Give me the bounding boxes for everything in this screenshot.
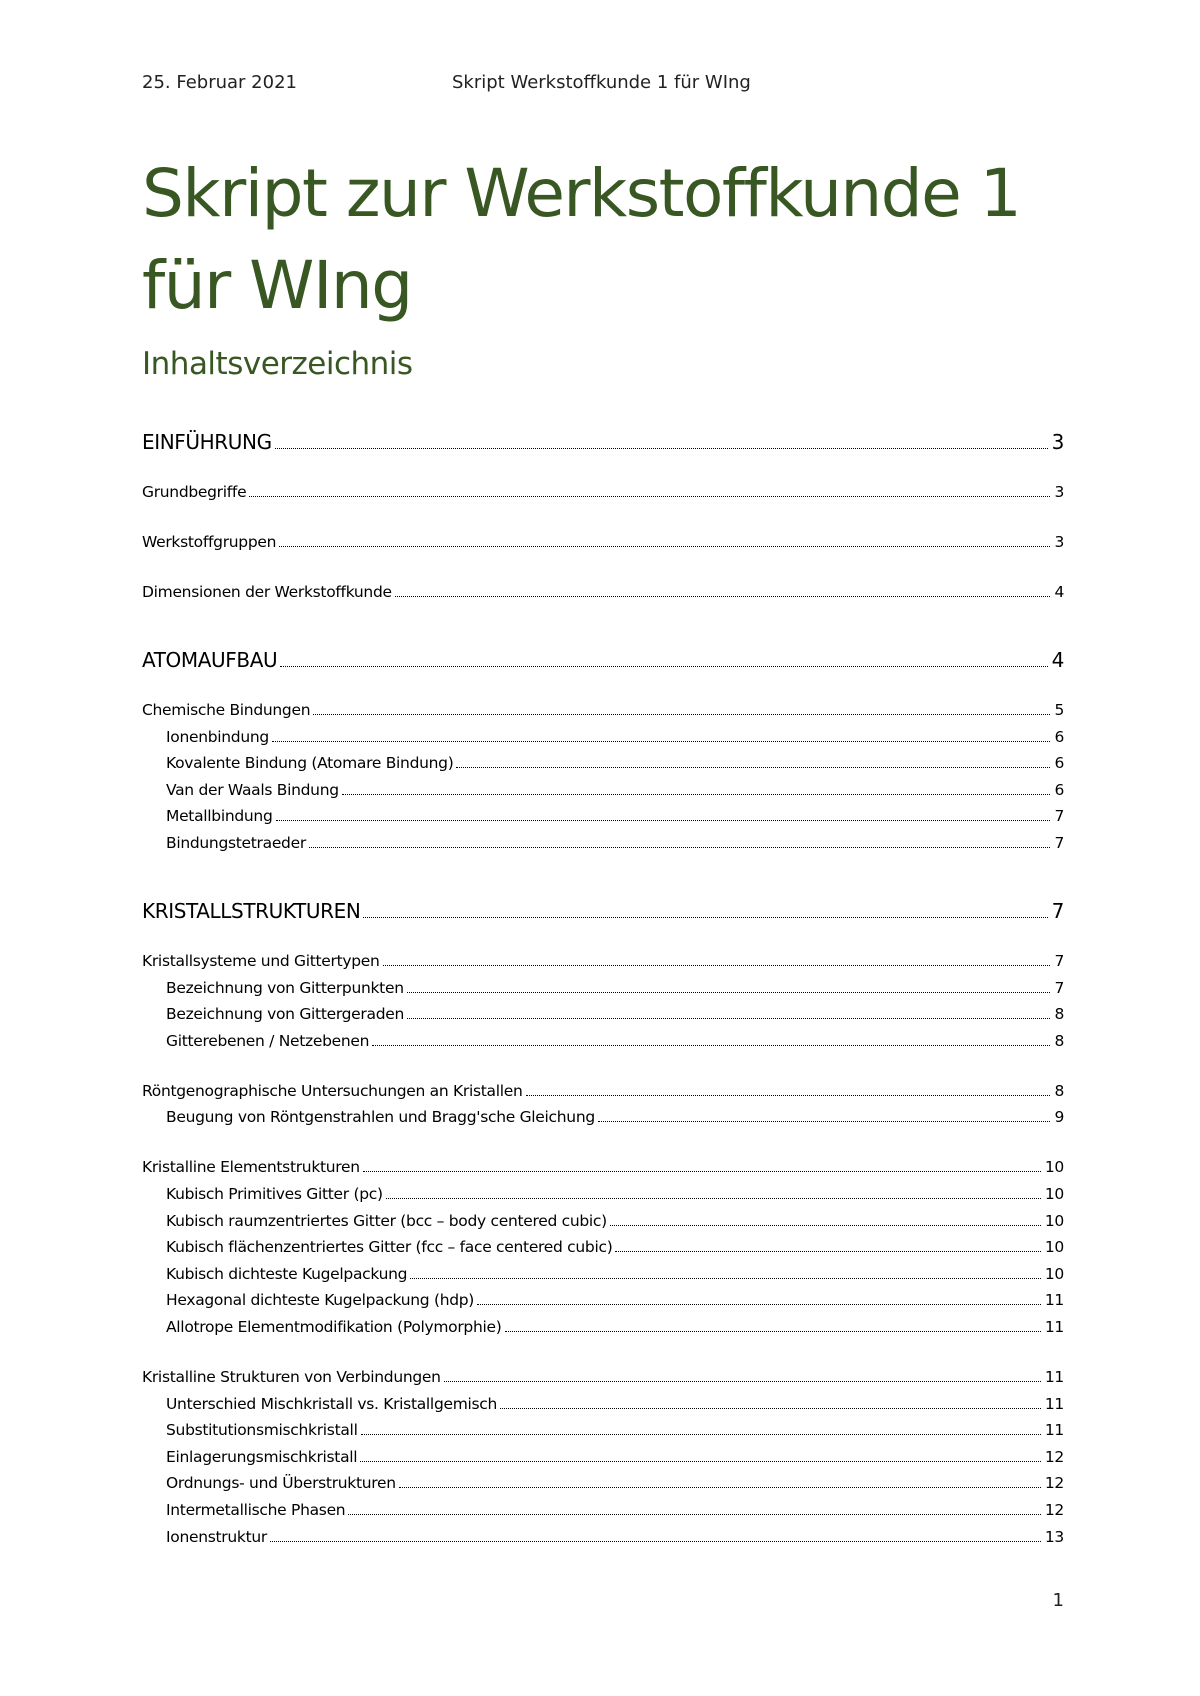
toc-entry[interactable] [166, 1419, 1064, 1441]
toc-entry-page: 7 [1051, 899, 1064, 923]
toc-entry[interactable] [166, 1499, 1064, 1521]
toc-entry-label: Unterschied Mischkristall vs. Kristallgemisch [166, 1394, 498, 1413]
toc-entry-label: Gitterebenen / Netzebenen [166, 1031, 370, 1050]
toc-entry-page: 3 [1054, 533, 1064, 551]
toc-dot-leader [407, 1018, 1050, 1019]
toc-dot-leader [383, 965, 1051, 966]
toc-entry[interactable] [142, 581, 1064, 603]
toc-dot-leader [363, 1171, 1041, 1172]
toc-dot-leader [363, 917, 1047, 918]
toc-entry-label: Kubisch Primitives Gitter (pc) [166, 1185, 383, 1203]
toc-dot-leader [615, 1251, 1040, 1252]
toc-entry-page: 5 [1054, 701, 1064, 719]
toc-dot-leader [372, 1045, 1050, 1046]
toc-entry-label: Van der Waals Bindung [166, 780, 339, 799]
toc-entry[interactable] [142, 646, 1064, 674]
toc-entry-label: Kubisch raumzentriertes Gitter (bcc – body centered cubic) [166, 1211, 607, 1230]
toc-entry-label: Röntgenographische Untersuchungen an Kristallen [142, 1081, 523, 1100]
toc-entry-label: Kristallsysteme und Gittertypen [142, 952, 380, 970]
toc-entry-label: Grundbegriffe [142, 483, 247, 501]
toc-entry-page: 6 [1054, 754, 1064, 773]
toc-entry-page: 13 [1044, 1527, 1064, 1546]
toc-dot-leader [598, 1121, 1051, 1122]
toc-entry[interactable] [166, 1289, 1064, 1311]
toc-entry[interactable] [166, 1003, 1064, 1025]
toc-entry-page: 12 [1044, 1474, 1064, 1493]
document-title: Skript zur Werkstoffkunde 1 für WIng [142, 155, 1021, 324]
toc-entry[interactable] [166, 1526, 1064, 1548]
toc-entry-label: Kubisch flächenzentriertes Gitter (fcc – face centered cubic) [166, 1238, 613, 1257]
toc-entry[interactable] [142, 897, 1064, 925]
toc-dot-leader [280, 666, 1047, 667]
toc-entry-label: Intermetallische Phasen [166, 1501, 346, 1519]
toc-entry-page: 12 [1044, 1447, 1064, 1466]
toc-entry[interactable] [166, 1472, 1064, 1494]
toc-entry[interactable] [166, 1316, 1064, 1338]
toc-dot-leader [500, 1408, 1041, 1409]
toc-entry-label: Allotrope Elementmodifikation (Polymorphie) [166, 1318, 502, 1336]
toc-entry-label: Ionenstruktur [166, 1527, 267, 1546]
toc-entry-label: Kristalline Strukturen von Verbindungen [142, 1368, 441, 1386]
toc-entry[interactable] [166, 779, 1064, 801]
page-header [142, 72, 1066, 100]
header-date: 25. Februar 2021 [142, 72, 297, 93]
toc-entry[interactable] [166, 977, 1064, 999]
toc-entry-label: Ionenbindung [166, 727, 269, 746]
toc-entry[interactable] [142, 428, 1064, 456]
toc-entry-page: 4 [1051, 648, 1064, 672]
toc-dot-leader [313, 714, 1050, 715]
toc-entry[interactable] [142, 531, 1064, 553]
toc-entry-label: Beugung von Röntgenstrahlen und Bragg'sche Gleichung [166, 1108, 595, 1127]
toc-entry-label: ATOMAUFBAU [142, 648, 278, 672]
toc-entry[interactable] [166, 752, 1064, 774]
toc-entry-page: 7 [1054, 834, 1064, 852]
toc-entry-label: Bindungstetraeder [166, 834, 306, 852]
page-number: 1 [1052, 1590, 1064, 1611]
toc-dot-leader [407, 992, 1051, 993]
toc-entry[interactable] [166, 1446, 1064, 1468]
toc-dot-leader [610, 1225, 1041, 1226]
toc-dot-leader [342, 794, 1051, 795]
toc-entry[interactable] [166, 832, 1064, 854]
toc-entry-page: 11 [1044, 1394, 1064, 1413]
toc-dot-leader [505, 1331, 1041, 1332]
toc-entry-page: 11 [1044, 1291, 1064, 1310]
toc-entry[interactable] [142, 1156, 1064, 1178]
toc-dot-leader [526, 1095, 1051, 1096]
toc-entry-page: 3 [1054, 483, 1064, 501]
toc-entry[interactable] [142, 1366, 1064, 1388]
toc-entry-page: 9 [1054, 1108, 1064, 1127]
toc-dot-leader [270, 1541, 1041, 1542]
toc-entry-label: Werkstoffgruppen [142, 533, 277, 551]
toc-dot-leader [395, 596, 1051, 597]
toc-entry[interactable] [166, 805, 1064, 827]
toc-entry-label: Kristalline Elementstrukturen [142, 1158, 360, 1177]
toc-entry-page: 7 [1054, 807, 1064, 826]
toc-entry-page: 8 [1054, 1081, 1064, 1100]
toc-entry-label: Kubisch dichteste Kugelpackung [166, 1264, 408, 1283]
toc-entry-page: 10 [1044, 1158, 1064, 1177]
toc-dot-leader [276, 820, 1051, 821]
toc-entry-label: Ordnungs- und Überstrukturen [166, 1474, 396, 1493]
toc-entry-page: 10 [1044, 1264, 1064, 1283]
toc-dot-leader [477, 1304, 1041, 1305]
toc-entry[interactable] [166, 1106, 1064, 1128]
toc-entry-page: 12 [1044, 1501, 1064, 1519]
toc-dot-leader [272, 741, 1051, 742]
toc-dot-leader [386, 1198, 1041, 1199]
toc-entry[interactable] [166, 1030, 1064, 1052]
toc-dot-leader [279, 546, 1050, 547]
toc-entry-page: 11 [1044, 1421, 1064, 1440]
toc-entry[interactable] [142, 481, 1064, 503]
toc-entry-page: 8 [1054, 1031, 1064, 1050]
toc-entry-page: 6 [1054, 780, 1064, 799]
toc-entry[interactable] [166, 1263, 1064, 1285]
toc-entry-page: 11 [1044, 1318, 1064, 1336]
toc-entry-label: KRISTALLSTRUKTUREN [142, 899, 361, 923]
toc-entry-page: 10 [1044, 1211, 1064, 1230]
toc-entry-page: 4 [1054, 583, 1064, 601]
toc-entry[interactable] [142, 1080, 1064, 1102]
toc-entry-page: 3 [1051, 430, 1064, 454]
toc-entry-page: 11 [1044, 1368, 1064, 1386]
toc-entry-label: Dimensionen der Werkstoffkunde [142, 583, 392, 601]
toc-dot-leader [275, 448, 1048, 449]
toc-heading: Inhaltsverzeichnis [142, 346, 413, 382]
toc-dot-leader [410, 1278, 1041, 1279]
toc-dot-leader [361, 1434, 1041, 1435]
toc-entry-label: Chemische Bindungen [142, 701, 311, 719]
toc-entry[interactable] [166, 1393, 1064, 1415]
toc-entry-page: 7 [1054, 952, 1064, 970]
toc-entry-label: Einlagerungsmischkristall [166, 1447, 358, 1466]
toc-entry-page: 10 [1044, 1185, 1064, 1203]
header-document-title: Skript Werkstoffkunde 1 für WIng [452, 72, 751, 93]
toc-entry-page: 6 [1054, 727, 1064, 746]
toc-entry[interactable] [142, 950, 1064, 972]
toc-entry-label: Bezeichnung von Gitterpunkten [166, 978, 404, 997]
toc-entry-label: EINFÜHRUNG [142, 430, 272, 454]
toc-dot-leader [348, 1514, 1041, 1515]
toc-entry[interactable] [166, 1236, 1064, 1258]
toc-entry-label: Hexagonal dichteste Kugelpackung (hdp) [166, 1291, 475, 1310]
toc-dot-leader [456, 767, 1050, 768]
toc-entry[interactable] [166, 1210, 1064, 1232]
toc-entry-label: Metallbindung [166, 807, 273, 826]
toc-entry-label: Bezeichnung von Gittergeraden [166, 1005, 404, 1024]
toc-entry-page: 7 [1054, 978, 1064, 997]
toc-dot-leader [249, 496, 1050, 497]
toc-entry[interactable] [166, 726, 1064, 748]
toc-entry-page: 10 [1044, 1238, 1064, 1257]
toc-entry[interactable] [142, 699, 1064, 721]
toc-dot-leader [399, 1487, 1041, 1488]
toc-entry-label: Kovalente Bindung (Atomare Bindung) [166, 754, 454, 773]
toc-entry[interactable] [166, 1183, 1064, 1205]
toc-dot-leader [444, 1381, 1041, 1382]
toc-dot-leader [360, 1461, 1041, 1462]
toc-dot-leader [309, 847, 1051, 848]
toc-entry-page: 8 [1054, 1005, 1064, 1024]
toc-entry-label: Substitutionsmischkristall [166, 1421, 358, 1440]
